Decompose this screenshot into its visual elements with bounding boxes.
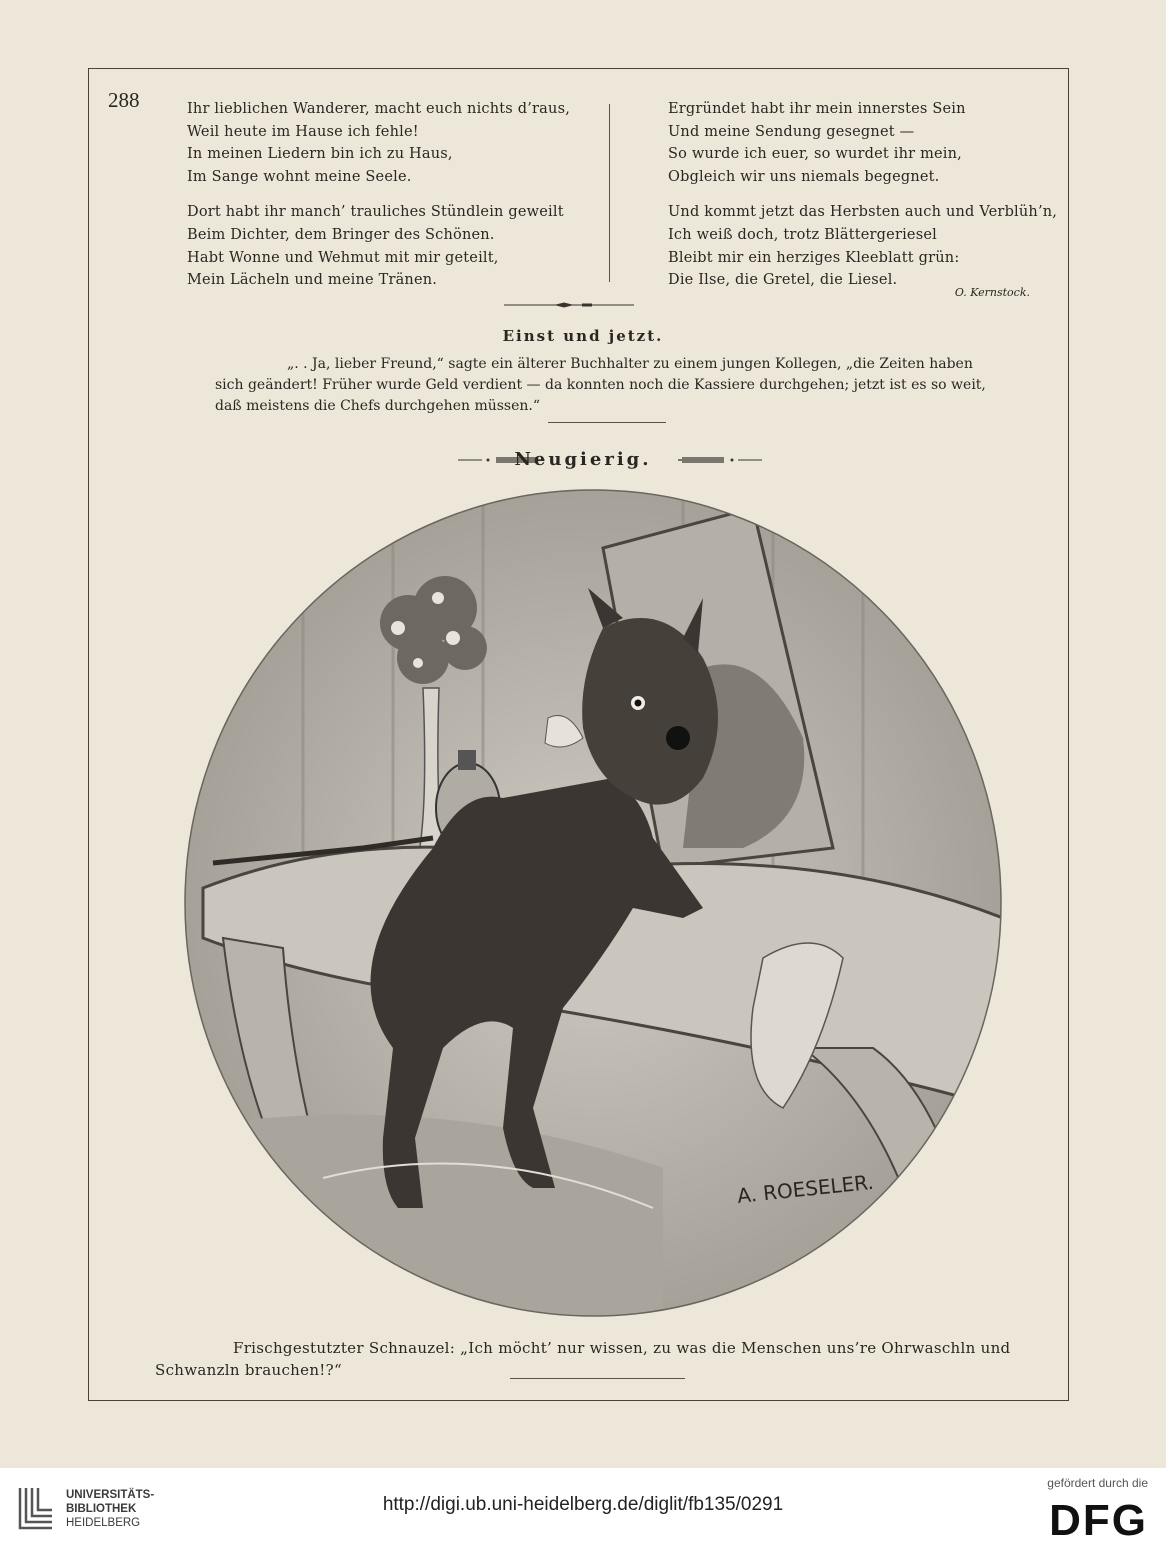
poem-right-column [668,98,1058,305]
caption-line: Schwanzln brauchen!?“ [155,1361,342,1379]
dfg-logo: DFG [1049,1496,1148,1545]
poem-stanza [668,98,1058,188]
poem-line: Die Ilse, die Gretel, die Liesel. [668,272,898,289]
title-ornament-right [672,455,762,465]
library-name-line: BIBLIOTHEK [66,1503,137,1515]
poem-stanza [668,201,1058,291]
cartoon-illustration [183,488,1003,1318]
poem-line: Bleibt mir ein herziges Kleeblatt grün: [668,249,960,266]
end-rule [510,1378,685,1379]
artist-signature: A. ROESELER. [736,1169,875,1208]
poem-line: Im Sange wohnt meine Seele. [187,168,412,185]
page-number: 288 [108,88,140,112]
cartoon-title: Neugierig. [514,449,652,470]
separator-rule [548,422,666,423]
anecdote-line: sich geändert! Früher wurde Geld verdient — da konnten noch die Kassiere durchgehen; jetzt ist es so weit, [215,377,986,393]
poem-line: Ergründet habt ihr mein innerstes Sein [668,101,966,117]
poem-author: O. Kernstock. [954,286,1030,299]
poem-line: Ich weiß doch, trotz Blättergeriesel [668,226,937,243]
digitization-footer [0,1468,1166,1552]
column-divider [609,104,610,282]
anecdote-title: Einst und jetzt. [502,327,664,345]
source-url[interactable]: http://digi.ub.uni-heidelberg.de/diglit/fb135/0291 [382,1494,784,1515]
poem-line: Weil heute im Hause ich fehle! [187,123,419,140]
anecdote-body [215,354,993,417]
ornament-rule [504,302,634,308]
poem-line: So wurde ich euer, so wurdet ihr mein, [668,146,962,163]
poem-line: Und kommt jetzt das Herbsten auch und Verblüh’n, [668,204,1058,221]
library-name-line: HEIDELBERG [66,1517,141,1529]
library-name-line: UNIVERSITÄTS- [66,1489,155,1501]
sponsor-text: gefördert durch die [1047,1476,1148,1490]
poem-stanza [187,98,597,188]
anecdote-line: daß meistens die Chefs durchgehen müssen.“ [215,398,541,414]
poem-line: In meinen Liedern bin ich zu Haus, [187,146,453,163]
caption-line: Frischgestutzter Schnauzel: „Ich möcht’ nur wissen, zu was die Menschen uns’re Ohrwaschln und [233,1339,1011,1357]
poem-line: Obgleich wir uns niemals begegnet. [668,168,940,185]
poem-stanza [187,201,597,291]
cartoon-caption [155,1337,1045,1381]
poem-line: Beim Dichter, dem Bringer des Schönen. [187,226,495,243]
poem-line: Und meine Sendung gesegnet — [668,123,915,140]
poem-line: Mein Lächeln und meine Tränen. [187,272,438,289]
poem-line: Habt Wonne und Wehmut mit mir geteilt, [187,249,499,266]
poem-line: Ihr lieblichen Wanderer, macht euch nichts d’raus, [187,101,571,117]
anecdote-line: „. . Ja, lieber Freund,“ sagte ein älterer Buchhalter zu einem jungen Kollegen, „die Zeiten haben [287,356,973,372]
poem-line: Dort habt ihr manch’ trauliches Stündlein geweilt [187,204,564,221]
poem-left-column [187,98,597,305]
